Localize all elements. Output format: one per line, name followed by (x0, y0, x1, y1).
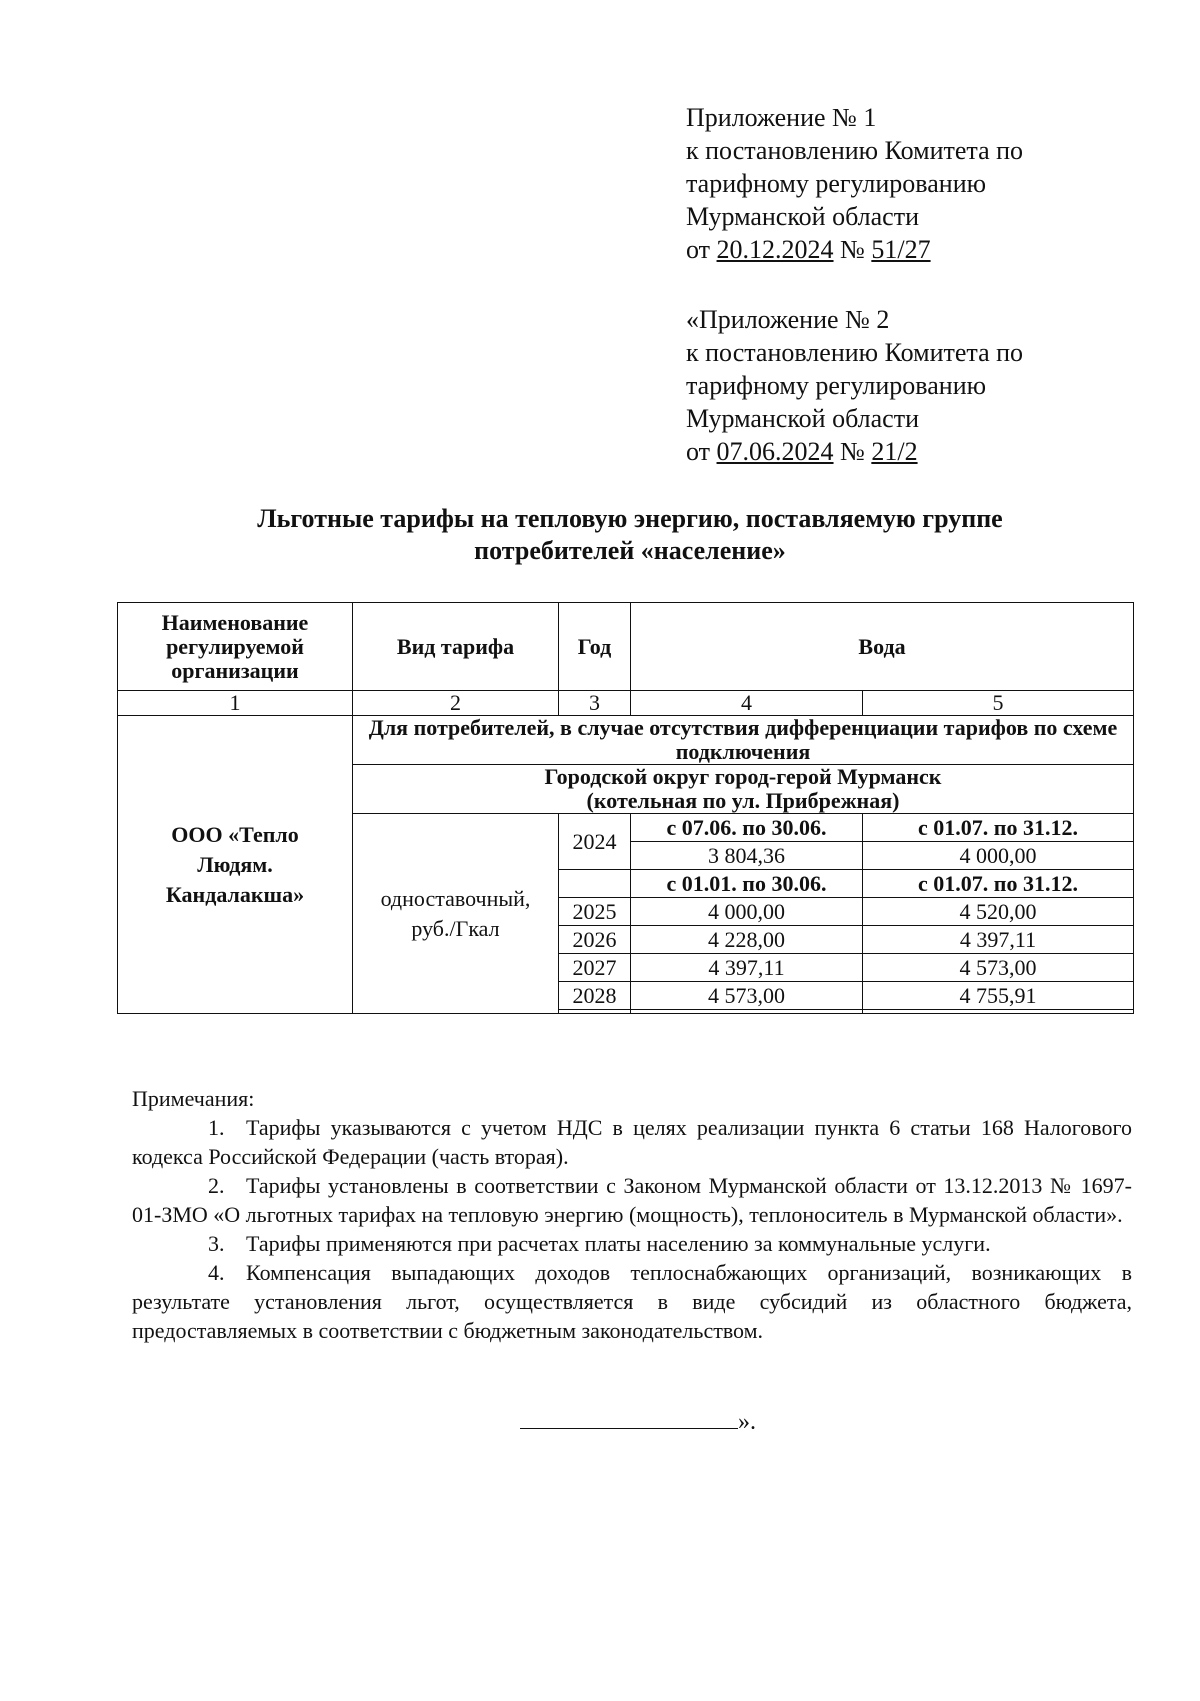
appendix-2-line-3: тарифному регулированию (686, 371, 987, 400)
header-water: Вода (631, 603, 1134, 691)
column-number-row (118, 691, 1134, 716)
spacer-cell (559, 1010, 631, 1014)
tariff-type-line-2: руб./Гкал (411, 915, 500, 941)
note-item (132, 1258, 1132, 1345)
year-cell: 2027 (559, 954, 631, 982)
appendix-2-header (686, 303, 1106, 468)
spacer-cell (863, 1010, 1134, 1014)
year-cell: 2028 (559, 982, 631, 1010)
value-cell: 4 755,91 (863, 982, 1134, 1010)
appendix-1-line-1: Приложение № 1 (686, 103, 877, 132)
note-text: Тарифы указываются с учетом НДС в целях реализации пункта 6 статьи 168 Налогового кодекса Российской Федерации (часть вторая). (132, 1115, 1132, 1169)
closing-rule (520, 1408, 738, 1429)
value-cell: 3 804,36 (631, 842, 863, 870)
district-line-1: Городской округ город-герой Мурманск (544, 764, 942, 789)
notes-title: Примечания: (132, 1086, 255, 1111)
period-header: с 01.01. по 30.06. (631, 870, 863, 898)
column-number: 1 (118, 691, 353, 716)
section-row-consumers (118, 716, 1134, 765)
note-number: 2. (208, 1173, 225, 1198)
appendix-2-line-2: к постановлению Комитета по (686, 338, 1024, 367)
note-text: Компенсация выпадающих доходов теплоснабжающих организаций, возникающих в результате установления льгот, осуществляется в виде субсидий из областного бюджета, предоставляемых в соответствии с бюджетным законодательством. (132, 1260, 1132, 1343)
document-title (150, 503, 1110, 567)
column-number: 5 (863, 691, 1134, 716)
column-number: 3 (559, 691, 631, 716)
closing-mark: ». (738, 1409, 756, 1435)
appendix-1-number: 51/27 (871, 235, 931, 264)
note-number: 1. (208, 1115, 225, 1140)
note-item (132, 1229, 1132, 1258)
table-header-row (118, 603, 1134, 691)
org-name-cell (118, 716, 353, 1014)
notes-section (132, 1084, 1132, 1345)
value-cell: 4 397,11 (863, 926, 1134, 954)
note-number: 4. (208, 1260, 225, 1285)
year-cell: 2026 (559, 926, 631, 954)
district-line-2: (котельная по ул. Прибрежная) (586, 788, 900, 813)
appendix-1-num-sign: № (840, 235, 865, 264)
year-cell-empty (559, 870, 631, 898)
note-number: 3. (208, 1231, 225, 1256)
appendix-2-num-sign: № (840, 437, 865, 466)
closing-line (520, 1408, 756, 1436)
note-text: Тарифы установлены в соответствии с Законом Мурманской области от 13.12.2013 № 1697-01-ЗМО «О льготных тарифах на тепловую энергию (мощность), теплоноситель в Мурманской области». (132, 1173, 1132, 1227)
value-cell: 4 520,00 (863, 898, 1134, 926)
value-cell: 4 573,00 (863, 954, 1134, 982)
note-item (132, 1113, 1132, 1171)
appendix-1-prefix: от (686, 235, 711, 264)
org-line-1: ООО «Тепло (171, 821, 299, 847)
value-cell: 4 000,00 (631, 898, 863, 926)
appendix-1-line-2: к постановлению Комитета по (686, 136, 1024, 165)
note-text: Тарифы применяются при расчетах платы населению за коммунальные услуги. (246, 1231, 991, 1256)
appendix-2-line-4: Мурманской области (686, 404, 919, 433)
appendix-2-date: 07.06.2024 (716, 437, 834, 466)
appendix-1-line-3: тарифному регулированию (686, 169, 987, 198)
section-consumers: Для потребителей, в случае отсутствия дифференциации тарифов по схеме подключения (353, 716, 1134, 765)
appendix-2-date-line (686, 435, 1106, 468)
appendix-1-date: 20.12.2024 (716, 235, 834, 264)
appendix-2-prefix: от (686, 437, 711, 466)
appendix-1-line-4: Мурманской области (686, 202, 919, 231)
spacer-cell (631, 1010, 863, 1014)
period-header: с 01.07. по 31.12. (863, 870, 1134, 898)
header-year: Год (559, 603, 631, 691)
value-cell: 4 397,11 (631, 954, 863, 982)
appendix-1-header (686, 101, 1106, 266)
note-item (132, 1171, 1132, 1229)
tariff-table (117, 602, 1134, 1014)
title-line-2: потребителей «население» (474, 536, 786, 565)
appendix-1-date-line (686, 233, 1106, 266)
tariff-type-line-1: одноставочный, (380, 885, 531, 911)
column-number: 4 (631, 691, 863, 716)
tariff-type-cell (353, 814, 559, 1014)
appendix-2-line-1: «Приложение № 2 (686, 305, 890, 334)
header-tariff-type: Вид тарифа (353, 603, 559, 691)
header-org: Наименование регулируемой организации (118, 603, 353, 691)
org-line-2: Людям. (197, 851, 273, 877)
section-district (353, 765, 1134, 814)
year-cell: 2025 (559, 898, 631, 926)
org-line-3: Кандалакша» (165, 881, 305, 907)
value-cell: 4 228,00 (631, 926, 863, 954)
title-line-1: Льготные тарифы на тепловую энергию, поставляемую группе (257, 504, 1003, 533)
appendix-2-number: 21/2 (871, 437, 918, 466)
value-cell: 4 573,00 (631, 982, 863, 1010)
column-number: 2 (353, 691, 559, 716)
period-header: с 01.07. по 31.12. (863, 814, 1134, 842)
value-cell: 4 000,00 (863, 842, 1134, 870)
year-cell: 2024 (559, 814, 631, 870)
period-header: с 07.06. по 30.06. (631, 814, 863, 842)
